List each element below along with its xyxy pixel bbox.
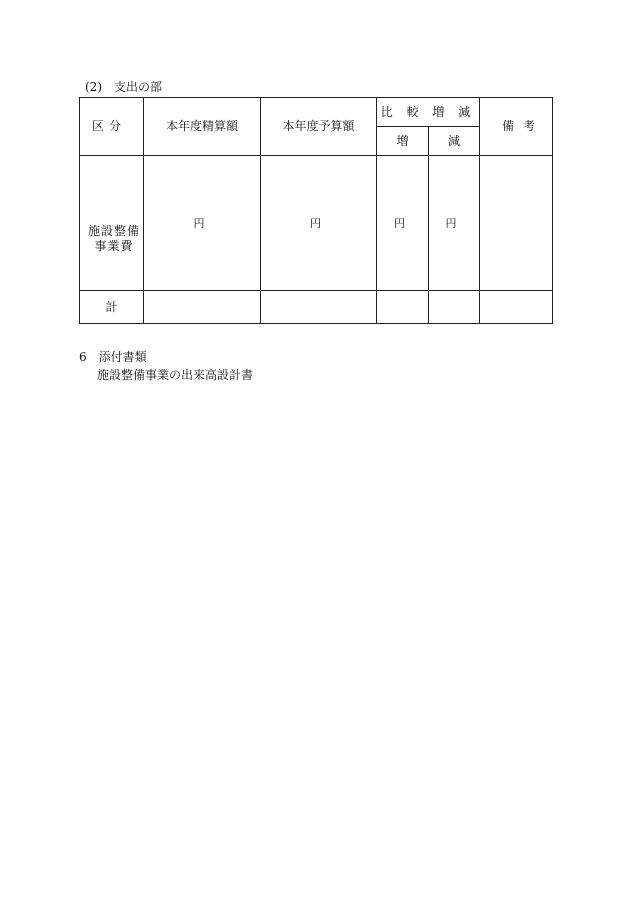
increase-cell: 円 [377, 156, 429, 291]
attachments-body: 施設整備事業の出来高設計書 [97, 368, 254, 382]
row-label-line1: 施設整備 [87, 224, 140, 238]
row-label-line2: 事業費 [94, 239, 134, 253]
total-settlement-cell [144, 291, 261, 324]
row-label [80, 156, 144, 291]
section-number: (2) [85, 80, 102, 94]
expenditure-table [79, 97, 553, 324]
budget-cell: 円 [261, 156, 377, 291]
header-kubun-right: 分 [108, 119, 121, 133]
total-increase-cell [377, 291, 429, 324]
section-heading [85, 79, 162, 95]
header-remarks [480, 98, 553, 156]
table-row [80, 156, 553, 291]
decrease-cell: 円 [429, 156, 480, 291]
header-comparison: 比 較 増 減 [377, 98, 480, 127]
header-kubun [80, 98, 144, 156]
header-decrease: 減 [429, 127, 480, 156]
section-title-text: 支出の部 [114, 80, 163, 94]
total-budget-cell [261, 291, 377, 324]
header-remarks-right: 考 [523, 119, 536, 133]
header-budget: 本年度予算額 [261, 98, 377, 156]
total-remarks-cell [480, 291, 553, 324]
attachments-number: 6 [79, 350, 87, 364]
header-row-1 [80, 98, 553, 127]
header-increase: 増 [377, 127, 429, 156]
header-remarks-left: 備 [502, 119, 515, 133]
total-label: 計 [80, 291, 144, 324]
remarks-cell [480, 156, 553, 291]
total-decrease-cell [429, 291, 480, 324]
header-kubun-left: 区 [92, 119, 105, 133]
header-settlement: 本年度精算額 [144, 98, 261, 156]
attachments-heading [79, 349, 147, 365]
settlement-cell: 円 [144, 156, 261, 291]
total-row [80, 291, 553, 324]
attachments-title: 添付書類 [98, 350, 147, 364]
